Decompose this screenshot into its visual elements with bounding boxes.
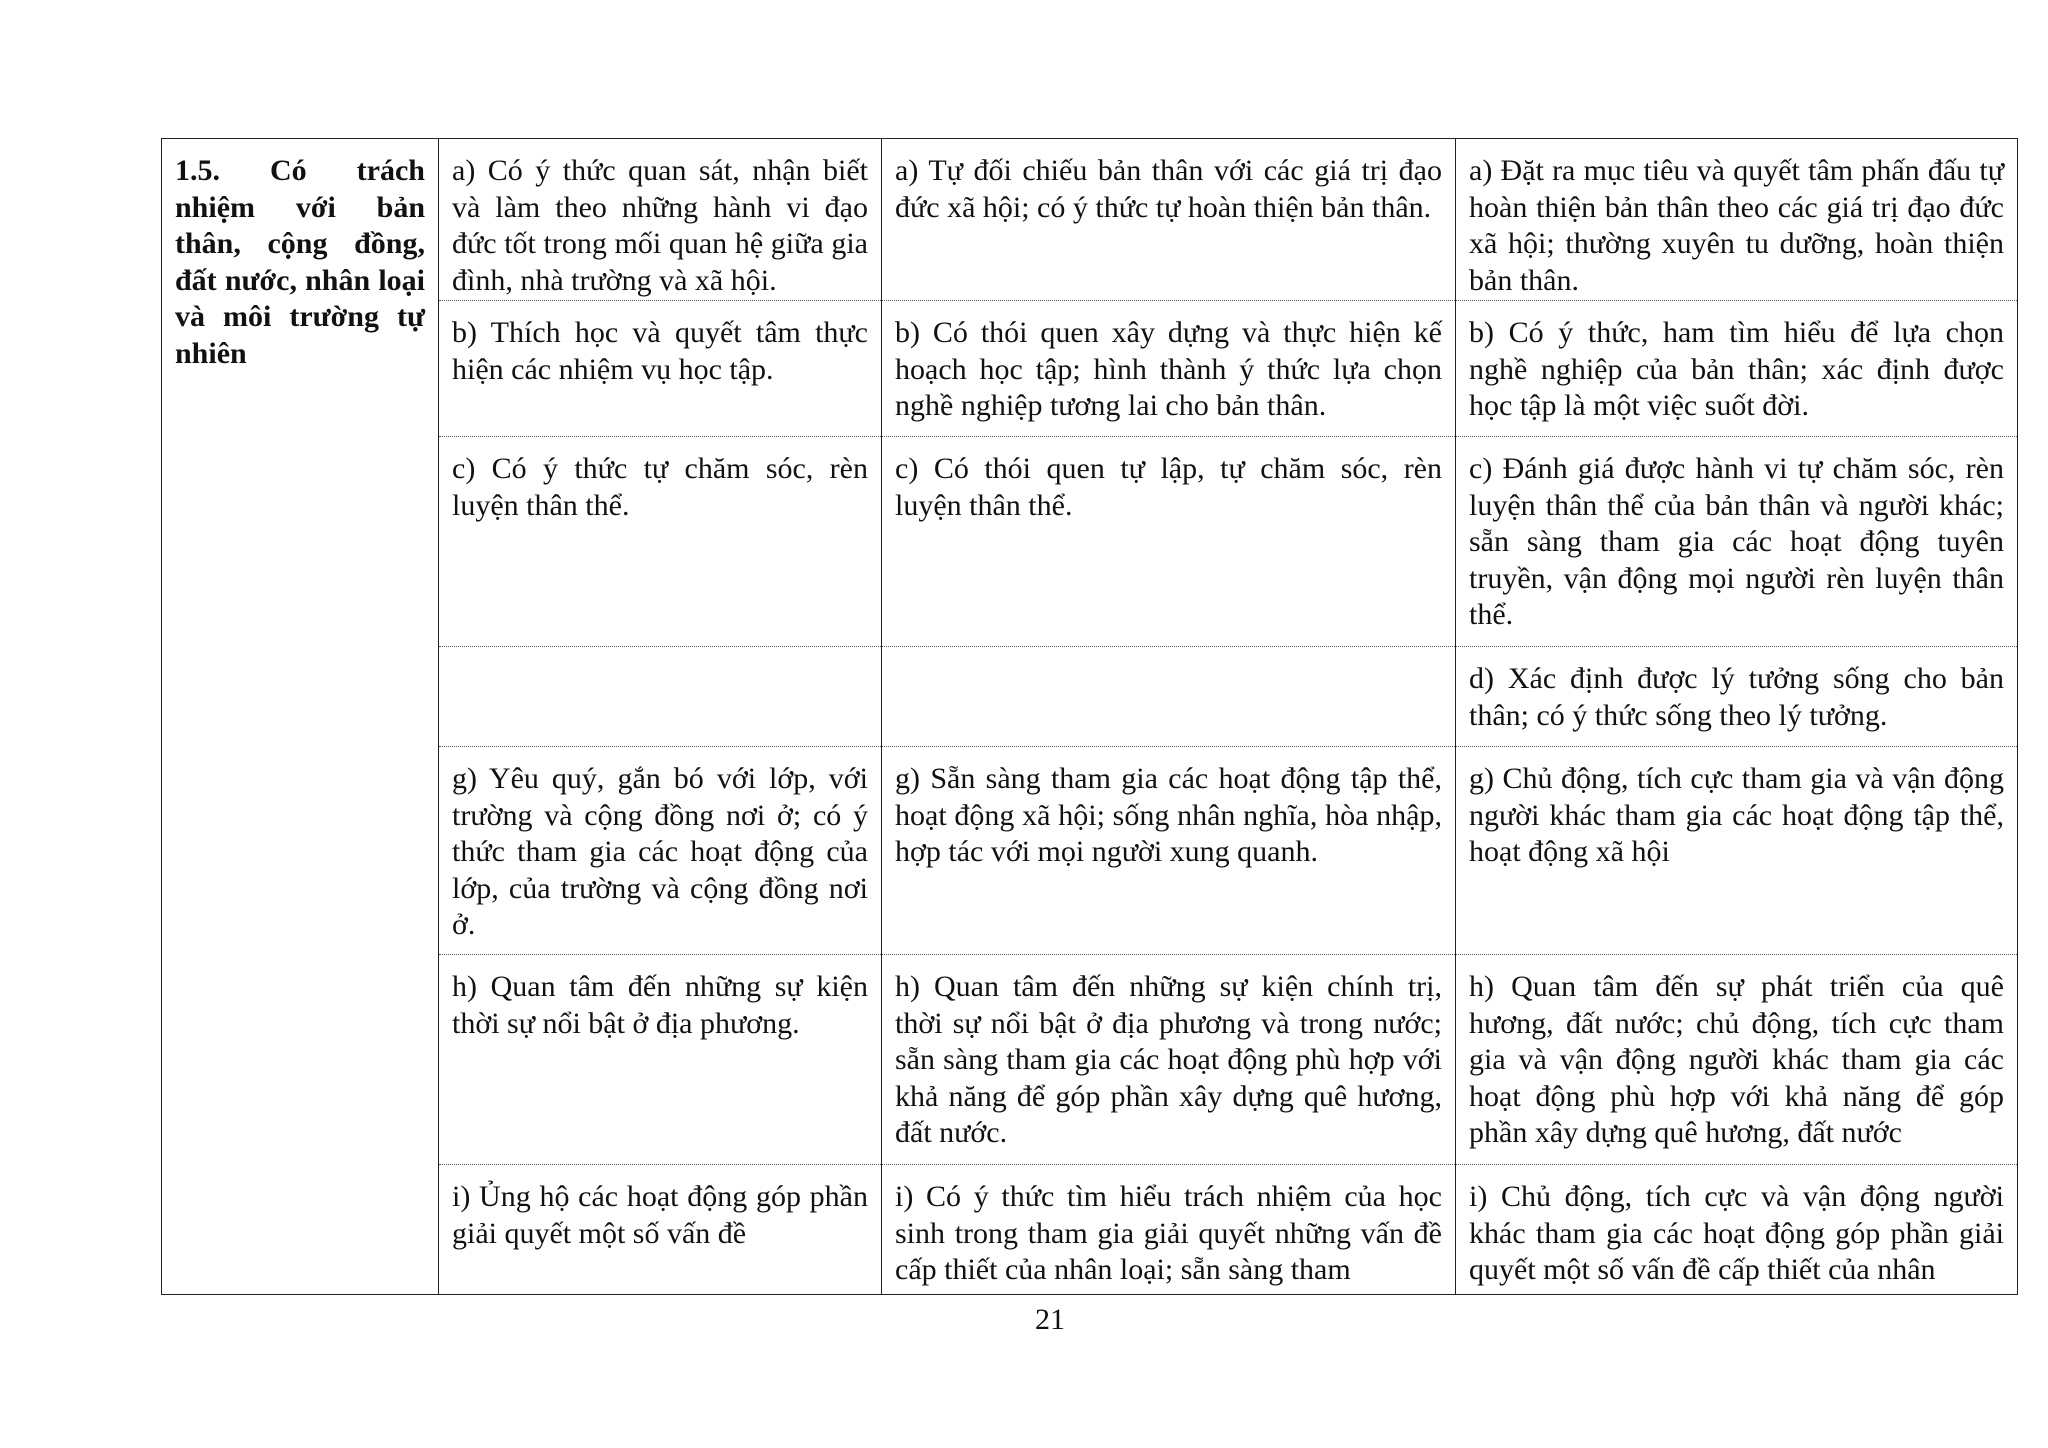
table-row (162, 647, 2018, 747)
table-cell: i) Ủng hộ các hoạt động góp phần giải quyết một số vấn đề (439, 1165, 882, 1295)
table-row (162, 1165, 2018, 1295)
table-cell (882, 647, 1456, 747)
table-cell: i) Chủ động, tích cực và vận động người khác tham gia các hoạt động góp phần giải quyết một số vấn đề cấp thiết của nhân (1456, 1165, 2018, 1295)
table-row (162, 747, 2018, 955)
table-cell: h) Quan tâm đến sự phát triển của quê hương, đất nước; chủ động, tích cực tham gia và vận động người khác tham gia các hoạt động phù hợp với khả năng để góp phần xây dựng quê hương, đất nước (1456, 955, 2018, 1165)
table-cell: i) Có ý thức tìm hiểu trách nhiệm của học sinh trong tham gia giải quyết những vấn đề cấp thiết của nhân loại; sẵn sàng tham (882, 1165, 1456, 1295)
table-cell: a) Tự đối chiếu bản thân với các giá trị đạo đức xã hội; có ý thức tự hoàn thiện bản thân. (882, 139, 1456, 301)
table-cell: h) Quan tâm đến những sự kiện thời sự nổi bật ở địa phương. (439, 955, 882, 1165)
table-cell: g) Chủ động, tích cực tham gia và vận động người khác tham gia các hoạt động tập thể, hoạt động xã hội (1456, 747, 2018, 955)
table-cell: g) Yêu quý, gắn bó với lớp, với trường và cộng đồng nơi ở; có ý thức tham gia các hoạt động của lớp, của trường và cộng đồng nơi ở. (439, 747, 882, 955)
criterion-cell: 1.5. Có trách nhiệm với bản thân, cộng đồng, đất nước, nhân loại và môi trường tự nhiên (162, 139, 439, 1295)
table-cell: d) Xác định được lý tưởng sống cho bản thân; có ý thức sống theo lý tưởng. (1456, 647, 2018, 747)
competency-table (161, 138, 2018, 1295)
page-number: 21 (1035, 1303, 1065, 1336)
table-cell: c) Đánh giá được hành vi tự chăm sóc, rèn luyện thân thể của bản thân và người khác; sẵn sàng tham gia các hoạt động tuyên truyền, vận động mọi người rèn luyện thân thể. (1456, 437, 2018, 647)
table-row (162, 301, 2018, 437)
table-cell: h) Quan tâm đến những sự kiện chính trị, thời sự nổi bật ở địa phương và trong nước; sẵn sàng tham gia các hoạt động phù hợp với khả năng để góp phần xây dựng quê hương, đất nước. (882, 955, 1456, 1165)
table-cell (439, 647, 882, 747)
table-cell: b) Có thói quen xây dựng và thực hiện kế hoạch học tập; hình thành ý thức lựa chọn nghề nghiệp tương lai cho bản thân. (882, 301, 1456, 437)
table-row (162, 955, 2018, 1165)
table-cell: b) Thích học và quyết tâm thực hiện các nhiệm vụ học tập. (439, 301, 882, 437)
table-cell: g) Sẵn sàng tham gia các hoạt động tập thể, hoạt động xã hội; sống nhân nghĩa, hòa nhập, hợp tác với mọi người xung quanh. (882, 747, 1456, 955)
table-cell: a) Có ý thức quan sát, nhận biết và làm theo những hành vi đạo đức tốt trong mối quan hệ giữa gia đình, nhà trường và xã hội. (439, 139, 882, 301)
table-cell: c) Có ý thức tự chăm sóc, rèn luyện thân thể. (439, 437, 882, 647)
table-cell: a) Đặt ra mục tiêu và quyết tâm phấn đấu tự hoàn thiện bản thân theo các giá trị đạo đức xã hội; thường xuyên tu dưỡng, hoàn thiện bản thân. (1456, 139, 2018, 301)
table-row (162, 437, 2018, 647)
table-cell: b) Có ý thức, ham tìm hiểu để lựa chọn nghề nghiệp của bản thân; xác định được học tập là một việc suốt đời. (1456, 301, 2018, 437)
table-cell: c) Có thói quen tự lập, tự chăm sóc, rèn luyện thân thể. (882, 437, 1456, 647)
table-row (162, 139, 2018, 301)
